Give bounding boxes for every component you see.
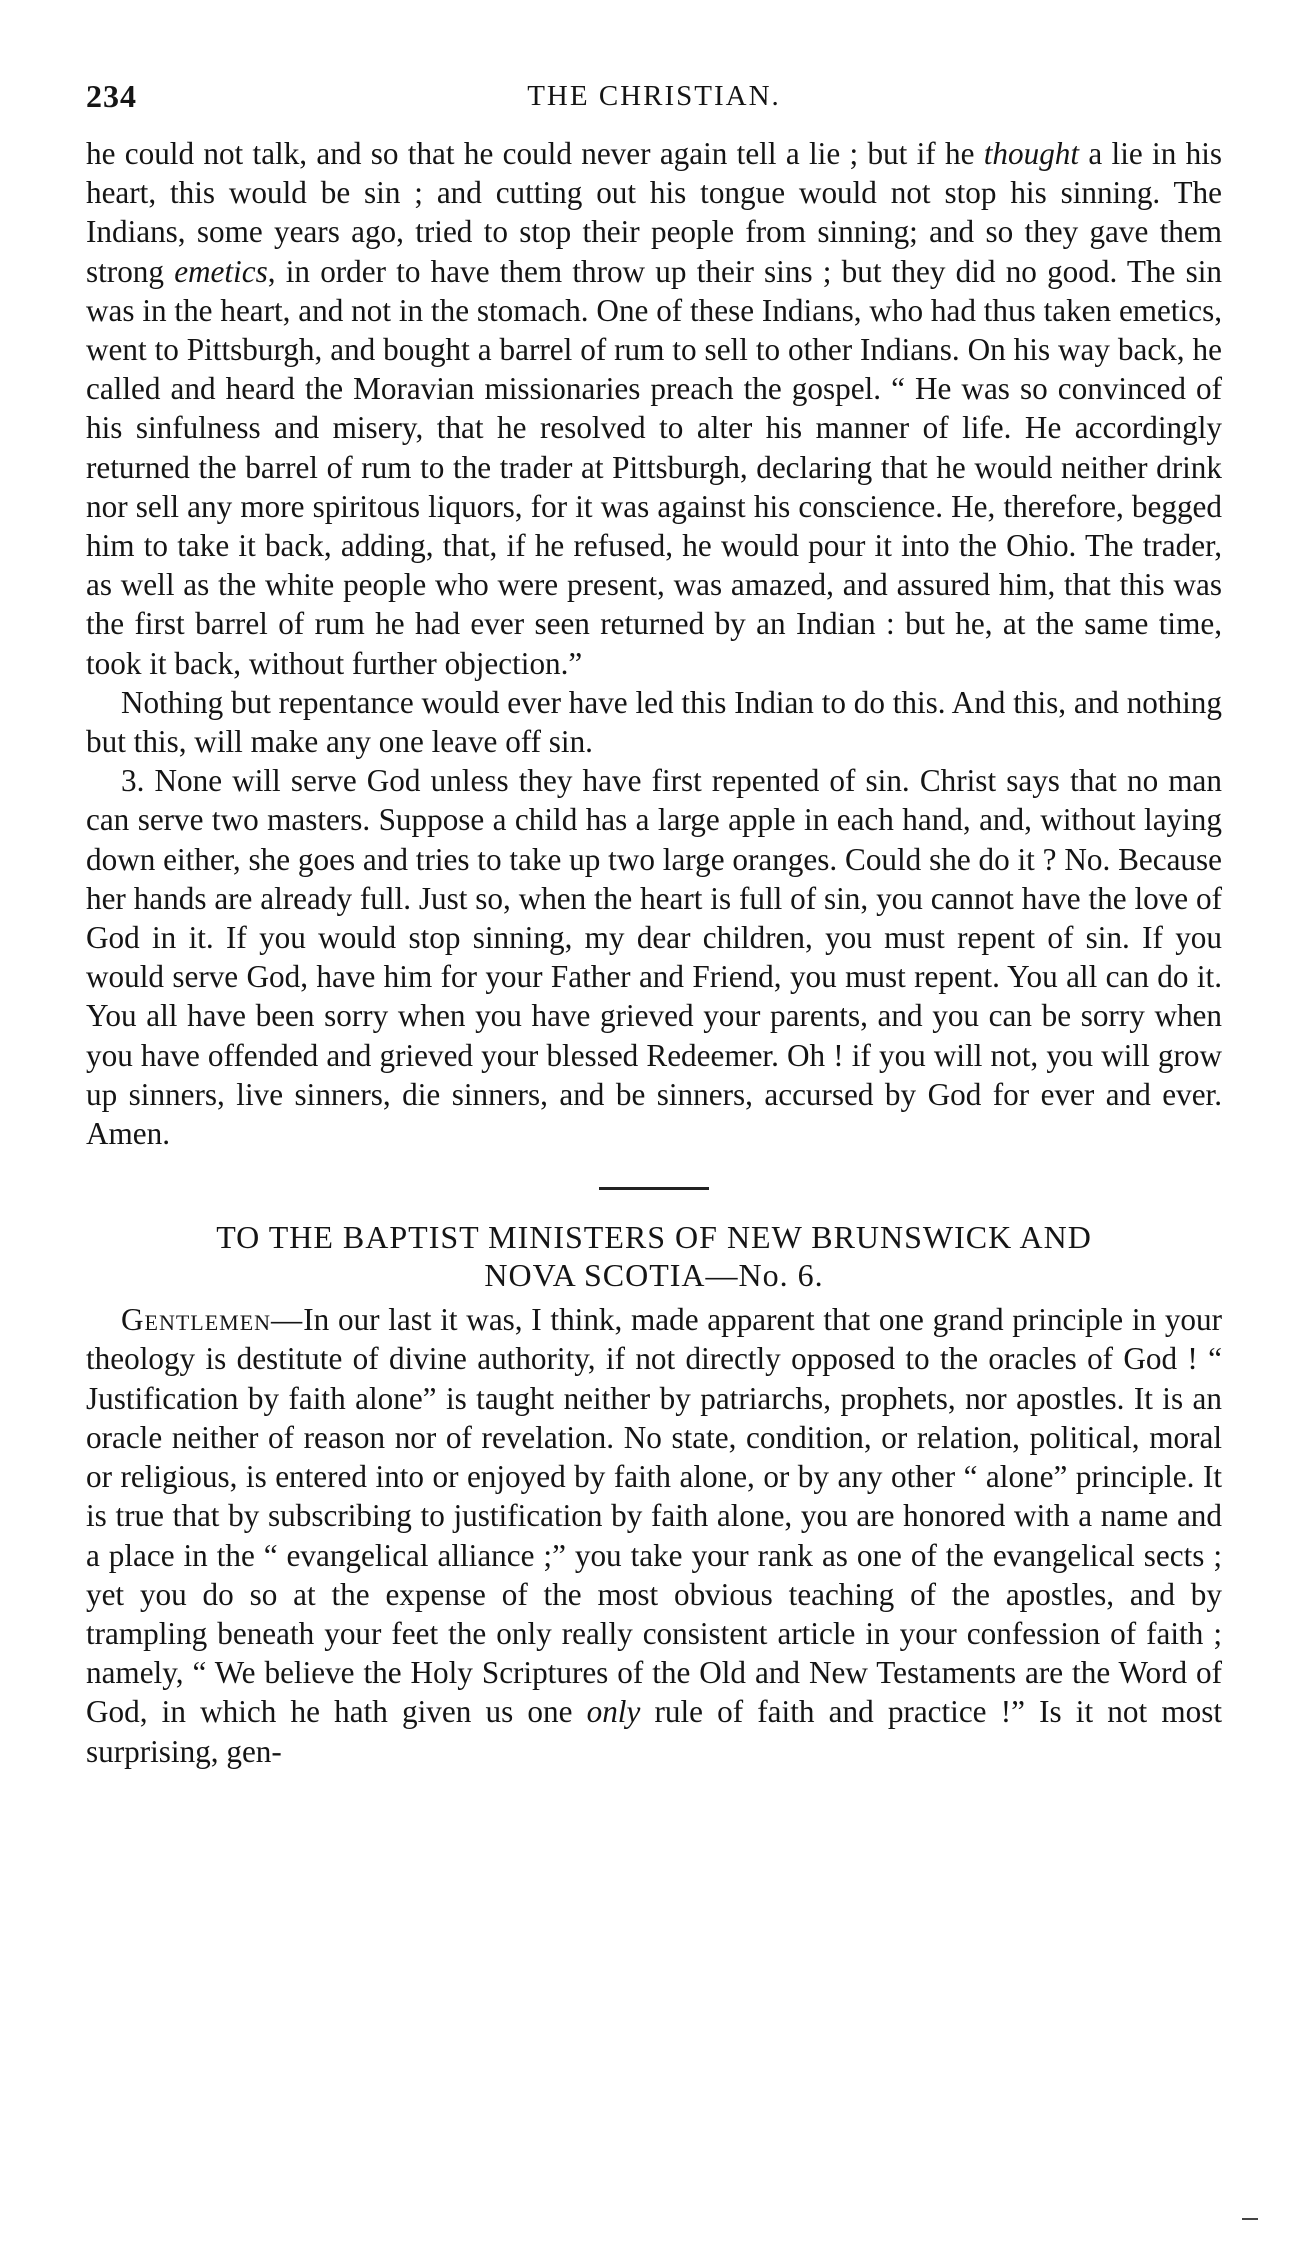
letter-heading [86,1218,1222,1294]
page-number: 234 [86,78,137,114]
letter-p1-italic-only: only [586,1694,641,1730]
sermon-paragraph-2: Nothing but repentance would ever have led this Indian to do this. And this, and nothing but this, will make any one leave off sin. [86,684,1222,760]
corner-dash-mark [1242,2218,1258,2220]
letter-paragraph-1 [86,1300,1222,1770]
sermon-paragraph-3: 3. None will serve God unless they have first repented of sin. Christ says that no man can serve two masters. Suppose a child has a large apple in each hand, and, without laying down either, she goes and tries to take up two large oranges. Could she do it ? No. Because her hands are already full. Just so, when the heart is full of sin, you cannot have the love of God in it. If you would stop sinning, my dear children, you must repent of sin. If you would serve God, have him for your Father and Friend, you must repent. You all can do it. You all have been sorry when you have grieved your parents, and you can be sorry when you have offended and grieved your blessed Redeemer. Oh ! if you will not, you will grow up sinners, live sinners, die sinners, and be sinners, accursed by God for ever and ever. Amen. [86,763,1222,1152]
running-head [86,78,1222,134]
sermon-p1-part-b: a lie in his heart, this would be sin ; and cutting out his tongue would not stop his sinning. The Indians, some years ago, tried to stop their people from sinning; and so they gave them strong [86,136,1222,289]
letter-heading-line-1: TO THE BAPTIST MINISTERS OF NEW BRUNSWICK AND [216,1219,1092,1256]
letter-salutation: Gentlemen— [121,1302,304,1338]
sermon-p1-part-a: he could not talk, and so that he could never again tell a lie ; but if he [86,136,984,171]
section-divider-rule [599,1187,709,1190]
sermon-p1-italic-thought: thought [983,136,1080,171]
letter-p1-part-b: rule of faith and practice !” Is it not most surprising, gen- [86,1694,1222,1769]
letter-p1-part-a: In our last it was, I think, made apparent that one grand principle in your theology is destitute of divine authority, if not directly opposed to the oracles of God ! “ Justification by faith alone” is taught neither by patriarchs, prophets, nor apostles. It is an oracle neither of reason nor of revelation. No state, condition, or relation, political, moral or religious, is entered into or enjoyed by faith alone, or by any other “ alone” principle. It is true that by subscribing to justification by faith alone, you are honored with a name and a place in the “ evangelical alliance ;” you take your rank as one of the evangelical sects ; yet you do so at the expense of the most obvious teaching of the apostles, and by trampling beneath your feet the only really consistent article in your confession of faith ; namely, “ We believe the Holy Scriptures of the Old and New Testaments are the Word of God, in which he hath given us one [86,1302,1222,1730]
sermon-text [86,134,1222,1153]
sermon-paragraph-1 [86,134,1222,683]
letter-text [86,1300,1222,1770]
sermon-p1-part-c: , in order to have them throw up their sins ; but they did no good. The sin was in the heart, and not in the stomach. One of these Indians, who had thus taken emetics, went to Pittsburgh, and bought a barrel of rum to sell to other Indians. On his way back, he called and heard the Moravian missionaries preach the gospel. “ He was so convinced of his sinfulness and misery, that he resolved to alter his manner of life. He accordingly returned the barrel of rum to the trader at Pittsburgh, declaring that he would neither drink nor sell any more spiritous liquors, for it was against his conscience. He, therefore, begged him to take it back, adding, that, if he refused, he would pour it into the Ohio. The trader, as well as the white people who were present, was amazed, and assured him, that this was the first barrel of rum he had ever seen returned by an Indian : but he, at the same time, took it back, without further objection.” [86,253,1222,681]
running-title: THE CHRISTIAN. [527,80,781,112]
sermon-p1-italic-emetics: emetics [174,253,268,289]
letter-heading-line-2: NOVA SCOTIA—No. 6. [484,1257,824,1294]
